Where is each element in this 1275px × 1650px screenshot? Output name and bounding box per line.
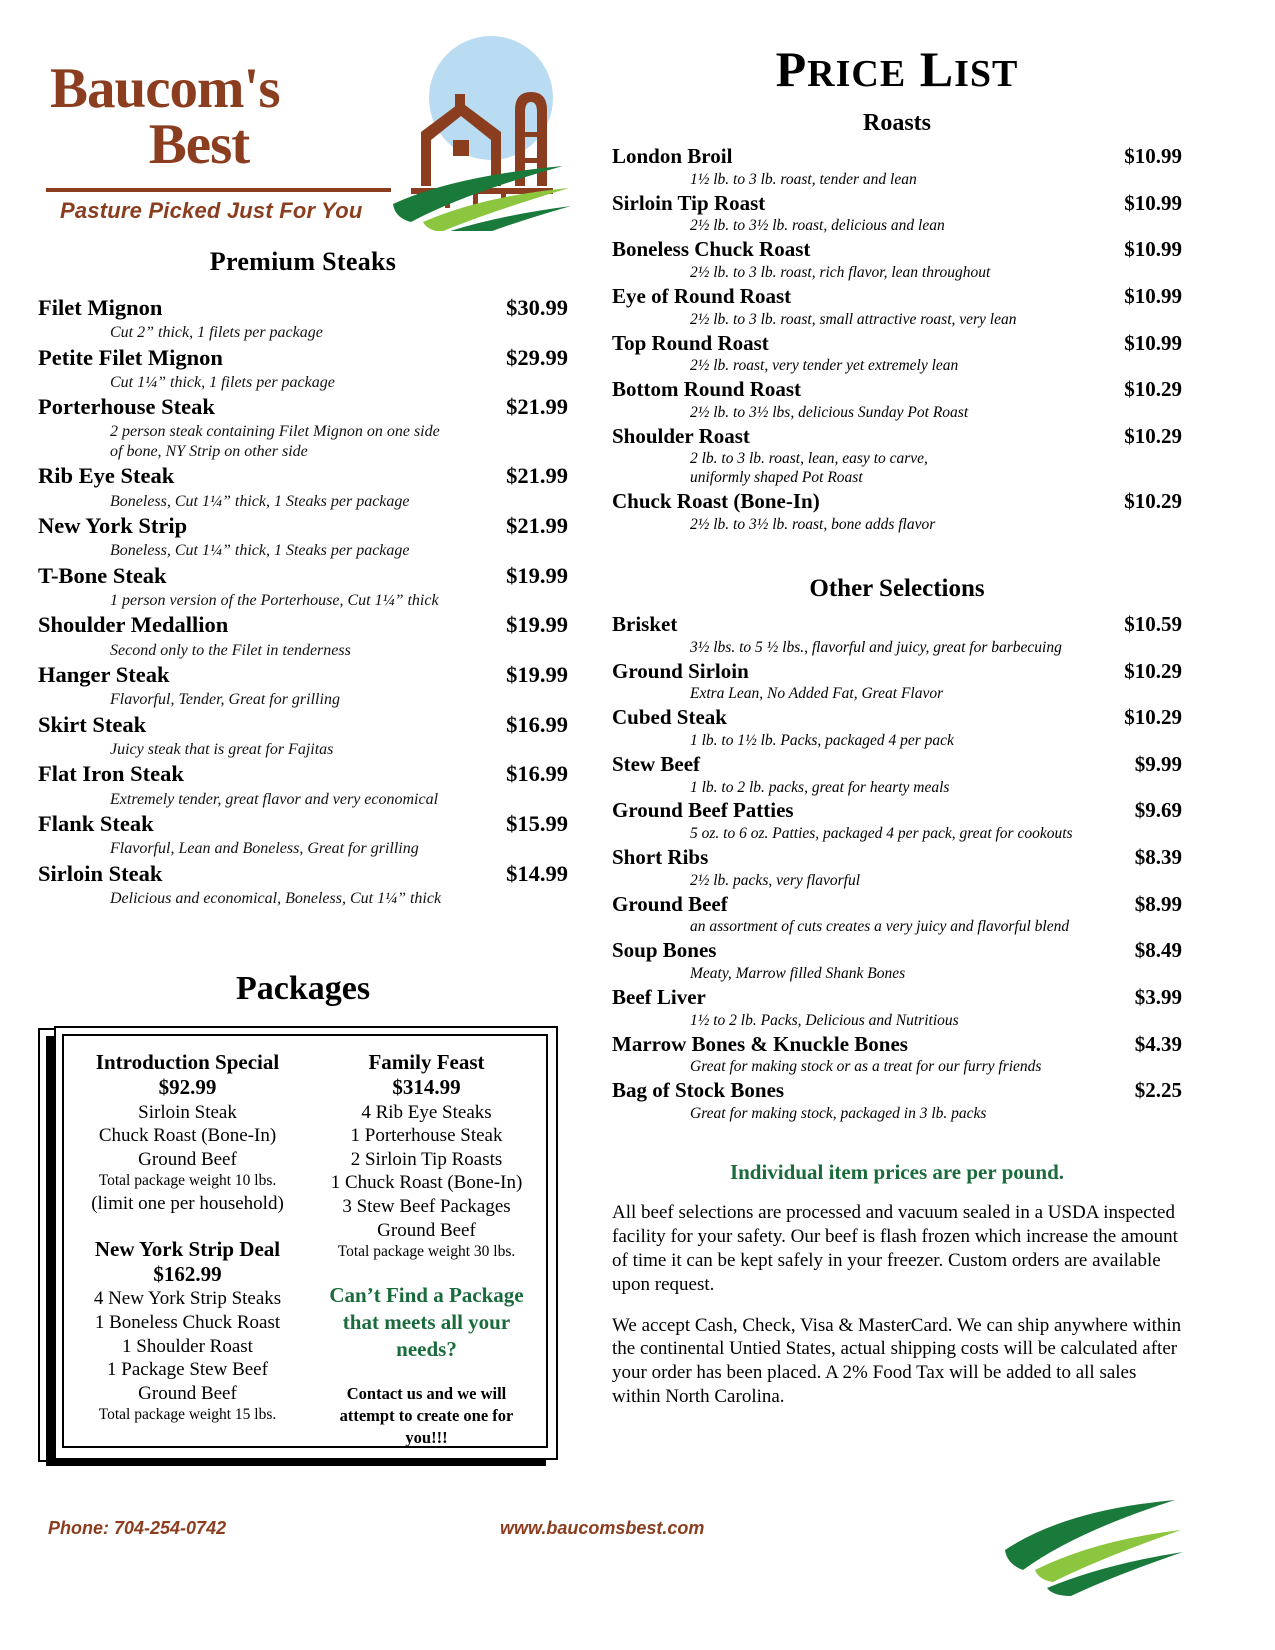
package-content-item: Chuck Roast (Bone-In) [98, 1125, 277, 1147]
menu-item [612, 611, 1182, 639]
menu-item-name: Eye of Round Roast [612, 283, 792, 308]
menu-item-price: $10.99 [1124, 190, 1182, 215]
menu-item-description: 2½ lb. packs, very flavorful [690, 871, 861, 889]
menu-item-name: Porterhouse Steak [38, 394, 215, 420]
package-name: Family Feast [368, 1050, 485, 1075]
menu-item-price: $10.29 [1124, 377, 1182, 402]
brand-wordmark [50, 57, 380, 177]
menu-item [612, 984, 1182, 1012]
menu-item-price: $19.99 [506, 612, 568, 638]
package-content-item: Ground Beef [138, 1382, 237, 1404]
menu-item-name: Flank Steak [38, 811, 154, 837]
menu-item-name: Rib Eye Steak [38, 463, 175, 489]
menu-item [38, 392, 568, 422]
menu-item-description: an assortment of cuts creates a very juicy and flavorful blend [690, 918, 1070, 936]
left-column [38, 36, 568, 1467]
package-weight: Total package weight 30 lbs. [337, 1243, 516, 1261]
package-content-item: 3 Stew Beef Packages [342, 1195, 511, 1217]
menu-item-price: $9.99 [1134, 751, 1182, 776]
per-pound-note: Individual item prices are per pound. [729, 1159, 1065, 1184]
menu-item-name: Filet Mignon [38, 295, 163, 320]
packages-column-left [64, 1036, 307, 1446]
menu-item [612, 423, 1182, 451]
menu-item-name: Boneless Chuck Roast [612, 237, 811, 262]
package-content-item: 1 Boneless Chuck Roast [94, 1312, 281, 1334]
packages-column-right [307, 1036, 546, 1446]
menu-item-price: $8.39 [1134, 845, 1182, 870]
menu-item-description: Juicy steak that is great for Fajitas [110, 740, 334, 758]
menu-item-name: Soup Bones [612, 938, 717, 963]
menu-item [38, 561, 568, 591]
package-content-item: Ground Beef [377, 1219, 476, 1241]
menu-item [612, 190, 1182, 218]
menu-item-name: Hanger Steak [38, 662, 170, 688]
menu-item [612, 236, 1182, 264]
roasts-title: Roasts [862, 110, 931, 136]
menu-item-price: $10.99 [1124, 237, 1182, 262]
cta-heading-line: Can’t Find a Package [329, 1283, 524, 1308]
menu-item-name: Ground Sirloin [612, 658, 749, 683]
menu-item-description: 2½ lb. to 3½ lbs, delicious Sunday Pot Roast [690, 403, 969, 421]
menu-item [612, 330, 1182, 358]
menu-item-name: Bottom Round Roast [612, 377, 802, 402]
menu-item-price: $8.99 [1134, 891, 1182, 916]
premium-steaks-list [38, 293, 568, 908]
package-price: $162.99 [153, 1261, 222, 1286]
packages-box-inner [62, 1034, 548, 1448]
cta-heading-line: needs? [396, 1336, 457, 1361]
menu-item-description: Flavorful, Lean and Boneless, Great for grilling [110, 840, 419, 858]
brand-name-line2: Best [148, 113, 250, 177]
menu-item-description: Second only to the Filet in tenderness [110, 641, 351, 659]
brand-name-line1: Baucom's [50, 57, 280, 120]
menu-item [38, 511, 568, 541]
menu-item-name: Ground Beef [612, 891, 728, 916]
menu-item-description: 2½ lb. to 3½ lb. roast, delicious and lean [690, 217, 945, 235]
menu-item [612, 704, 1182, 732]
menu-item-price: $10.99 [1124, 330, 1182, 355]
other-selections-list [612, 611, 1182, 1124]
menu-item-description: Meaty, Marrow filled Shank Bones [690, 965, 906, 982]
package-content-item: 1 Chuck Roast (Bone-In) [330, 1172, 523, 1194]
custom-package-cta-heading [313, 1282, 540, 1363]
menu-item-description: 5 oz. to 6 oz. Patties, packaged 4 per pack, great for cookouts [690, 825, 1073, 843]
menu-item-description: 1 lb. to 1½ lb. Packs, packaged 4 per pack [690, 731, 954, 749]
menu-item-description: Extremely tender, great flavor and very economical [110, 790, 439, 808]
menu-item [38, 710, 568, 740]
menu-item-name: Petite Filet Mignon [38, 344, 223, 370]
menu-item-description: Boneless, Cut 1¼” thick, 1 Steaks per package [110, 542, 410, 560]
menu-item-name: London Broil [612, 144, 733, 168]
menu-item-price: $10.29 [1124, 658, 1182, 683]
package-price: $314.99 [392, 1075, 461, 1100]
menu-item-price: $10.29 [1124, 705, 1182, 730]
menu-item-price: $10.99 [1124, 144, 1182, 168]
menu-item [612, 658, 1182, 686]
menu-item [612, 891, 1182, 919]
menu-item-description: uniformly shaped Pot Roast [690, 469, 863, 487]
menu-item-name: Shoulder Medallion [38, 612, 229, 638]
menu-item [38, 859, 568, 889]
footer-phone: Phone: 704-254-0742 [48, 1518, 227, 1538]
menu-item-description: Flavorful, Tender, Great for grilling [110, 691, 340, 709]
green-swoosh-mark-icon [995, 1492, 1185, 1602]
menu-item [38, 759, 568, 789]
menu-item [38, 610, 568, 640]
menu-item [612, 937, 1182, 965]
menu-item-description: 2½ lb. to 3 lb. roast, rich flavor, lean throughout [690, 263, 991, 281]
menu-item [612, 283, 1182, 311]
menu-item-price: $10.59 [1124, 611, 1182, 636]
menu-item-description: Boneless, Cut 1¼” thick, 1 Steaks per package [110, 492, 410, 510]
menu-item [612, 751, 1182, 779]
menu-item-price: $8.49 [1134, 938, 1182, 963]
menu-item-description: 2 lb. to 3 lb. roast, lean, easy to carve, [690, 450, 928, 468]
menu-item-price: $9.69 [1134, 798, 1182, 823]
brand-logo [38, 36, 568, 241]
package-name: New York Strip Deal [94, 1237, 281, 1262]
package-weight: Total package weight 10 lbs. [98, 1172, 277, 1190]
menu-item-name: Stew Beef [612, 751, 701, 776]
menu-item-description: 2½ lb. roast, very tender yet extremely lean [690, 357, 959, 375]
menu-item-price: $29.99 [506, 344, 568, 370]
menu-item [38, 461, 568, 491]
menu-item-name: Sirloin Steak [38, 860, 163, 886]
package-content-item: 4 New York Strip Steaks [93, 1288, 282, 1310]
footer-website[interactable]: www.baucomsbest.com [500, 1518, 705, 1538]
menu-item-name: Short Ribs [612, 845, 709, 870]
menu-item-description: 1 person version of the Porterhouse, Cut 1¼” thick [110, 591, 439, 609]
brand-divider [46, 188, 391, 192]
menu-item-description: Delicious and economical, Boneless, Cut 1¼” thick [110, 889, 442, 907]
package-weight: Total package weight 15 lbs. [98, 1406, 277, 1424]
menu-item [38, 343, 568, 373]
menu-item-price: $10.99 [1124, 283, 1182, 308]
cta-body-line: attempt to create one for [339, 1406, 514, 1426]
menu-item-price: $4.39 [1134, 1031, 1182, 1056]
menu-item-price: $10.29 [1124, 489, 1182, 514]
menu-item-description: Cut 2” thick, 1 filets per package [110, 324, 323, 342]
other-selections-title: Other Selections [809, 574, 985, 602]
package-content-item: Ground Beef [138, 1148, 237, 1170]
menu-item-name: Skirt Steak [38, 711, 147, 737]
menu-item-description: 1½ to 2 lb. Packs, Delicious and Nutritious [690, 1011, 959, 1029]
menu-item-description: 1 lb. to 2 lb. packs, great for hearty meals [690, 778, 950, 796]
cta-body-line: you!!! [405, 1428, 448, 1448]
premium-steaks-title: Premium Steaks [209, 247, 397, 276]
menu-item-price: $15.99 [506, 811, 568, 837]
menu-item-price: $19.99 [506, 562, 568, 588]
menu-item-name: Brisket [612, 611, 678, 636]
menu-item-name: Chuck Roast (Bone-In) [612, 489, 820, 514]
menu-item-price: $19.99 [506, 662, 568, 688]
right-column [612, 41, 1182, 1426]
menu-item-price: $3.99 [1134, 984, 1182, 1009]
menu-item [38, 660, 568, 690]
menu-item-name: Flat Iron Steak [38, 761, 184, 787]
packages-box [38, 1020, 568, 1467]
disclaimer-paragraph-1: All beef selections are processed and vacuum sealed in a USDA inspected facility for your safety. Our beef is flash frozen which increase the amount of time it can be kept safely in your freezer. Custom orders are available upon request. [612, 1201, 1178, 1295]
menu-item-description: Great for making stock or as a treat for our furry friends [690, 1058, 1042, 1076]
menu-item-price: $16.99 [506, 711, 568, 737]
menu-item-price: $2.25 [1134, 1078, 1182, 1103]
menu-item-name: Cubed Steak [612, 705, 727, 730]
custom-package-cta-body [313, 1383, 540, 1450]
menu-item-name: Ground Beef Patties [612, 798, 794, 823]
package-content-item: 4 Rib Eye Steaks [361, 1101, 492, 1123]
menu-item-name: Shoulder Roast [612, 423, 750, 448]
menu-item-price: $21.99 [506, 394, 568, 420]
menu-item [612, 1031, 1182, 1059]
menu-item-description: 1½ lb. to 3 lb. roast, tender and lean [690, 170, 917, 188]
menu-item [612, 844, 1182, 872]
menu-item-name: Beef Liver [612, 984, 706, 1009]
menu-item [612, 797, 1182, 825]
menu-item [38, 293, 568, 323]
menu-item-description: Great for making stock, packaged in 3 lb. packs [690, 1104, 987, 1122]
package-content-item: Sirloin Steak [138, 1101, 237, 1123]
package-content-item: 2 Sirloin Tip Roasts [350, 1148, 503, 1170]
menu-item-price: $10.29 [1124, 423, 1182, 448]
page-footer [0, 1492, 1275, 1612]
menu-item-description: 2½ lb. to 3½ lb. roast, bone adds flavor [690, 516, 936, 533]
menu-item-name: Marrow Bones & Knuckle Bones [612, 1031, 908, 1056]
package-price: $92.99 [158, 1075, 217, 1100]
menu-item [612, 376, 1182, 404]
menu-item [612, 488, 1182, 516]
packages-title: Packages [235, 970, 371, 1008]
menu-item-description: Cut 1¼” thick, 1 filets per package [110, 373, 335, 391]
package-content-item: 1 Shoulder Roast [122, 1335, 253, 1357]
menu-item [612, 143, 1182, 171]
barn-silo-logo-icon [383, 36, 573, 231]
package-spacer [74, 1215, 301, 1237]
menu-item-description: 3½ lbs. to 5 ½ lbs., flavorful and juicy, great for barbecuing [690, 638, 1062, 656]
menu-item [612, 1077, 1182, 1105]
roasts-list [612, 143, 1182, 535]
brand-tagline: Pasture Picked Just For You [60, 198, 363, 223]
menu-item-name: Bag of Stock Bones [612, 1078, 785, 1103]
menu-item-description: Extra Lean, No Added Fat, Great Flavor [690, 685, 944, 703]
menu-item [38, 809, 568, 839]
cta-body-line: Contact us and we will [346, 1383, 507, 1403]
menu-item-name: T-Bone Steak [38, 562, 167, 588]
menu-item-price: $21.99 [506, 463, 568, 489]
package-name: Introduction Special [95, 1050, 280, 1075]
menu-item-description: 2½ lb. to 3 lb. roast, small attractive roast, very lean [690, 310, 1017, 328]
package-limit: (limit one per household) [91, 1192, 284, 1214]
package-content-item: 1 Porterhouse Steak [350, 1125, 503, 1147]
menu-item-price: $30.99 [506, 295, 568, 320]
menu-item-price: $14.99 [506, 860, 568, 886]
disclaimer-paragraph-2: We accept Cash, Check, Visa & MasterCard. We can ship anywhere within the continental Untied States, actual shipping costs will be calculated after your order has been placed. A 2% Food Tax will be added to all sales within North Carolina. [612, 1314, 1182, 1408]
menu-item-name: Sirloin Tip Roast [612, 190, 766, 215]
package-content-item: 1 Package Stew Beef [107, 1359, 268, 1381]
page-title: PRICE LIST [775, 41, 1019, 97]
menu-item-price: $21.99 [506, 513, 568, 539]
menu-item-description: of bone, NY Strip on other side [110, 442, 308, 460]
menu-item-name: Top Round Roast [612, 330, 769, 355]
menu-item-price: $16.99 [506, 761, 568, 787]
cta-heading-line: that meets all your [342, 1310, 511, 1335]
menu-item-name: New York Strip [38, 513, 188, 539]
menu-item-description: 2 person steak containing Filet Mignon on one side [110, 423, 440, 441]
